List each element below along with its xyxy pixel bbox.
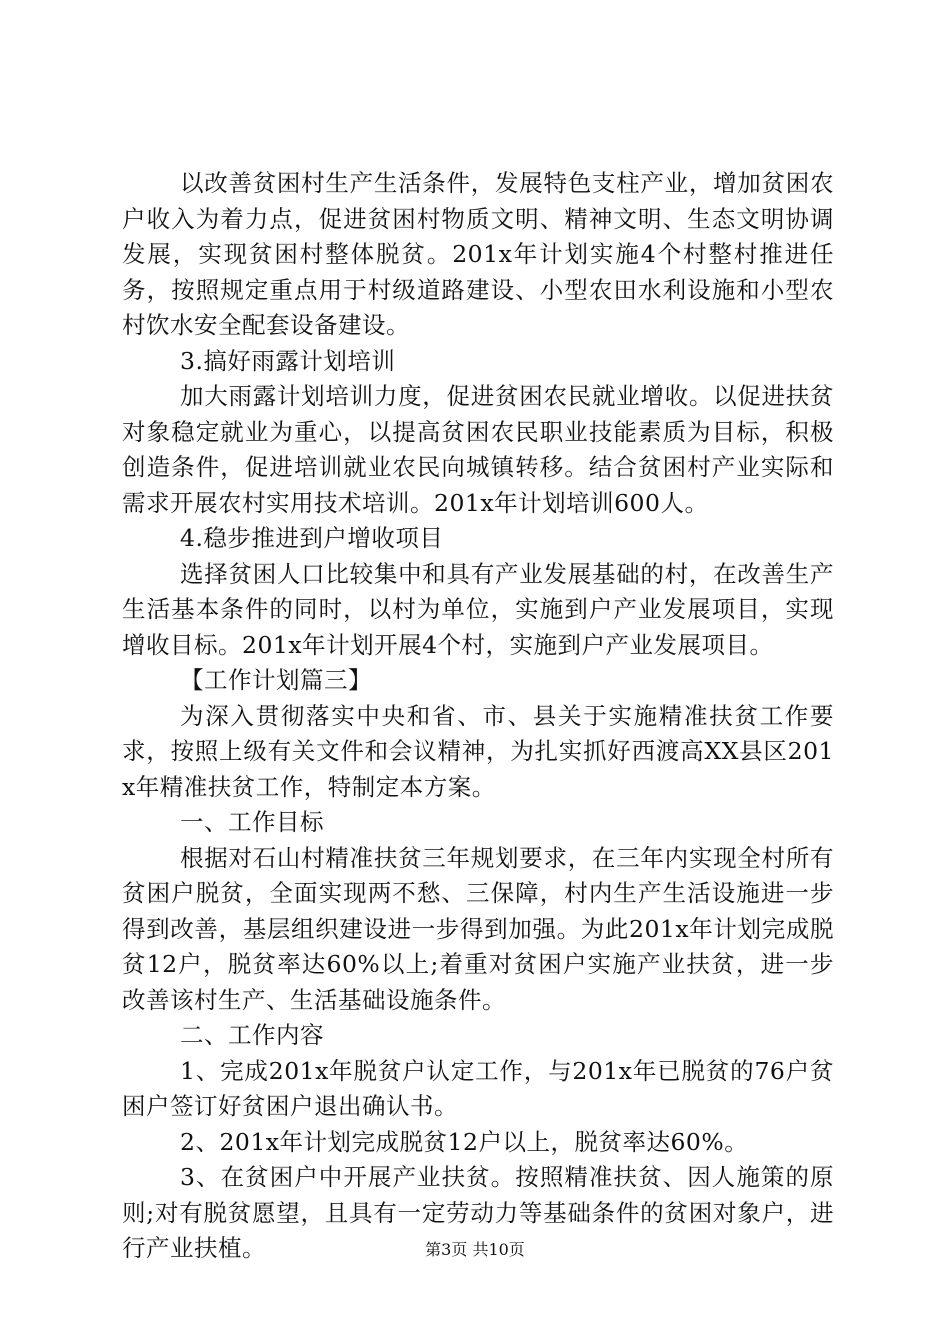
- body-paragraph: 根据对石山村精准扶贫三年规划要求，在三年内实现全村所有贫困户脱贫，全面实现两不愁、三保障，村内生产生活设施进一步得到改善，基层组织建设进一步得到加强。为此201x年计划完成脱贫12户，脱贫率达60%以上;着重对贫困户实施产业扶贫，进一步改善该村生产、生活基础设施条件。: [122, 843, 834, 1014]
- body-paragraph: 加大雨露计划培训力度，促进贫困农民就业增收。以促进扶贫对象稳定就业为重心，以提高贫困农民职业技能素质为目标，积极创造条件，促进培训就业农民向城镇转移。结合贫困村产业实际和需求开展农村实用技术培训。201x年计划培训600人。: [122, 382, 834, 517]
- document-body: [122, 166, 834, 1267]
- list-item: 1、完成201x年脱贫户认定工作，与201x年已脱贫的76户贫困户签订好贫困户退出确认书。: [122, 1056, 834, 1120]
- section-heading: 4.稳步推进到户增收项目: [180, 524, 444, 552]
- body-paragraph: 为深入贯彻落实中央和省、市、县关于实施精准扶贫工作要求，按照上级有关文件和会议精神，为扎实抓好西渡高XX县区201x年精准扶贫工作，特制定本方案。: [122, 701, 834, 801]
- list-item: 2、201x年计划完成脱贫12户以上，脱贫率达60%。: [180, 1127, 749, 1156]
- section-heading: 二、工作内容: [180, 1021, 324, 1049]
- part-heading: 【工作计划篇三】: [180, 666, 372, 694]
- body-paragraph: 以改善贫困村生产生活条件，发展特色支柱产业，增加贫困农户收入为着力点，促进贫困村物质文明、精神文明、生态文明协调发展，实现贫困村整体脱贫。201x年计划实施4个村整村推进任务，按照规定重点用于村级道路建设、小型农田水利设施和小型农村饮水安全配套设备建设。: [122, 169, 834, 339]
- body-paragraph: 选择贫困人口比较集中和具有产业发展基础的村，在改善生产生活基本条件的同时，以村为单位，实施到户产业发展项目，实现增收目标。201x年计划开展4个村，实施到户产业发展项目。: [122, 559, 834, 659]
- section-heading: 一、工作目标: [180, 808, 324, 836]
- section-heading: 3.搞好雨露计划培训: [180, 346, 396, 375]
- page-number-footer: 第3页 共10页: [425, 1240, 525, 1259]
- list-item: 3、在贫困户中开展产业扶贫。按照精准扶贫、因人施策的原则;对有脱贫愿望，且具有一定劳动力等基础条件的贫困对象户，进行产业扶植。: [122, 1163, 834, 1262]
